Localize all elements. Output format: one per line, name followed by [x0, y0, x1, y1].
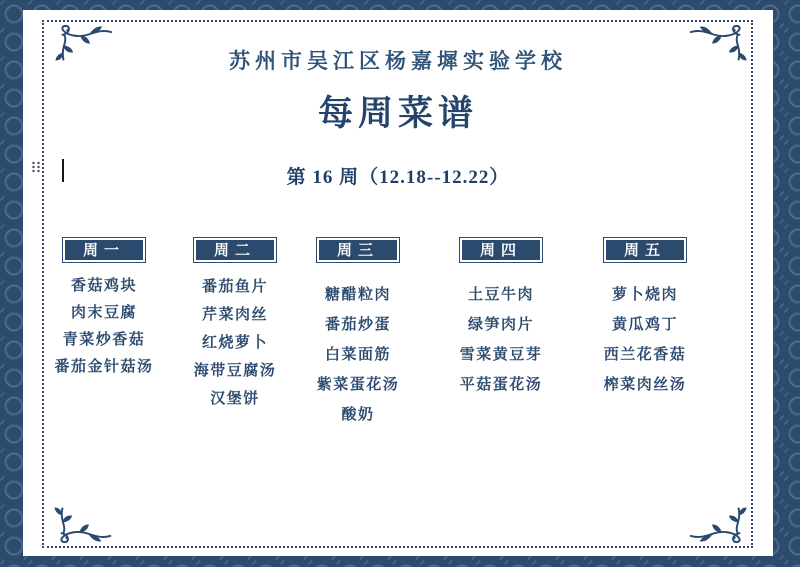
dish-item: 平菇蛋花汤	[459, 375, 543, 393]
menu-column-monday	[44, 237, 164, 376]
dish-item: 肉末豆腐	[70, 303, 137, 321]
menu-column-friday	[585, 237, 705, 394]
dish-item: 番茄炒蛋	[324, 315, 391, 333]
dish-item: 香菇鸡块	[70, 276, 137, 294]
dish-item: 紫菜蛋花汤	[316, 375, 400, 393]
day-header-label: 周三	[319, 240, 397, 260]
dish-list	[175, 276, 295, 408]
dish-item: 糖醋粒肉	[324, 285, 391, 303]
dish-item: 海带豆腐汤	[193, 361, 277, 379]
day-header-label: 周一	[65, 240, 143, 260]
week-subtitle: 第 16 周（12.18--12.22）	[286, 167, 510, 188]
dish-item: 雪菜黄豆芽	[459, 345, 543, 363]
dish-item: 黄瓜鸡丁	[611, 315, 678, 333]
day-header-wednesday	[316, 237, 400, 263]
dish-list	[298, 284, 418, 424]
day-header-label: 周二	[196, 240, 274, 260]
page-title: 每周菜谱	[317, 94, 478, 134]
dish-item: 榨菜肉丝汤	[603, 375, 687, 393]
dish-list	[441, 284, 561, 394]
day-header-thursday	[459, 237, 543, 263]
corner-flourish-icon	[689, 503, 751, 544]
dish-item: 萝卜烧肉	[611, 285, 678, 303]
dish-list	[585, 284, 705, 394]
dish-item: 番茄金针菇汤	[54, 357, 154, 375]
dish-item: 芹菜肉丝	[201, 305, 268, 323]
dish-list	[44, 275, 164, 376]
document-paper	[23, 10, 773, 556]
corner-flourish-icon	[50, 503, 112, 544]
dish-item: 酸奶	[341, 405, 375, 423]
day-header-tuesday	[193, 237, 277, 263]
menu-column-tuesday	[175, 237, 295, 408]
dish-item: 番茄鱼片	[201, 277, 268, 295]
dish-item: 青菜炒香菇	[62, 330, 146, 348]
dish-item: 红烧萝卜	[201, 333, 268, 351]
menu-column-wednesday	[298, 237, 418, 424]
menu-column-thursday	[441, 237, 561, 394]
dish-item: 西兰花香菇	[603, 345, 687, 363]
school-name: 苏州市吴江区杨嘉墀实验学校	[229, 49, 567, 73]
dish-item: 白菜面筋	[324, 345, 391, 363]
day-header-friday	[603, 237, 687, 263]
day-header-label: 周五	[606, 240, 684, 260]
day-header-monday	[62, 237, 146, 263]
day-header-label: 周四	[462, 240, 540, 260]
dish-item: 汉堡饼	[210, 389, 260, 407]
dish-item: 绿笋肉片	[467, 315, 534, 333]
dish-item: 土豆牛肉	[467, 285, 534, 303]
